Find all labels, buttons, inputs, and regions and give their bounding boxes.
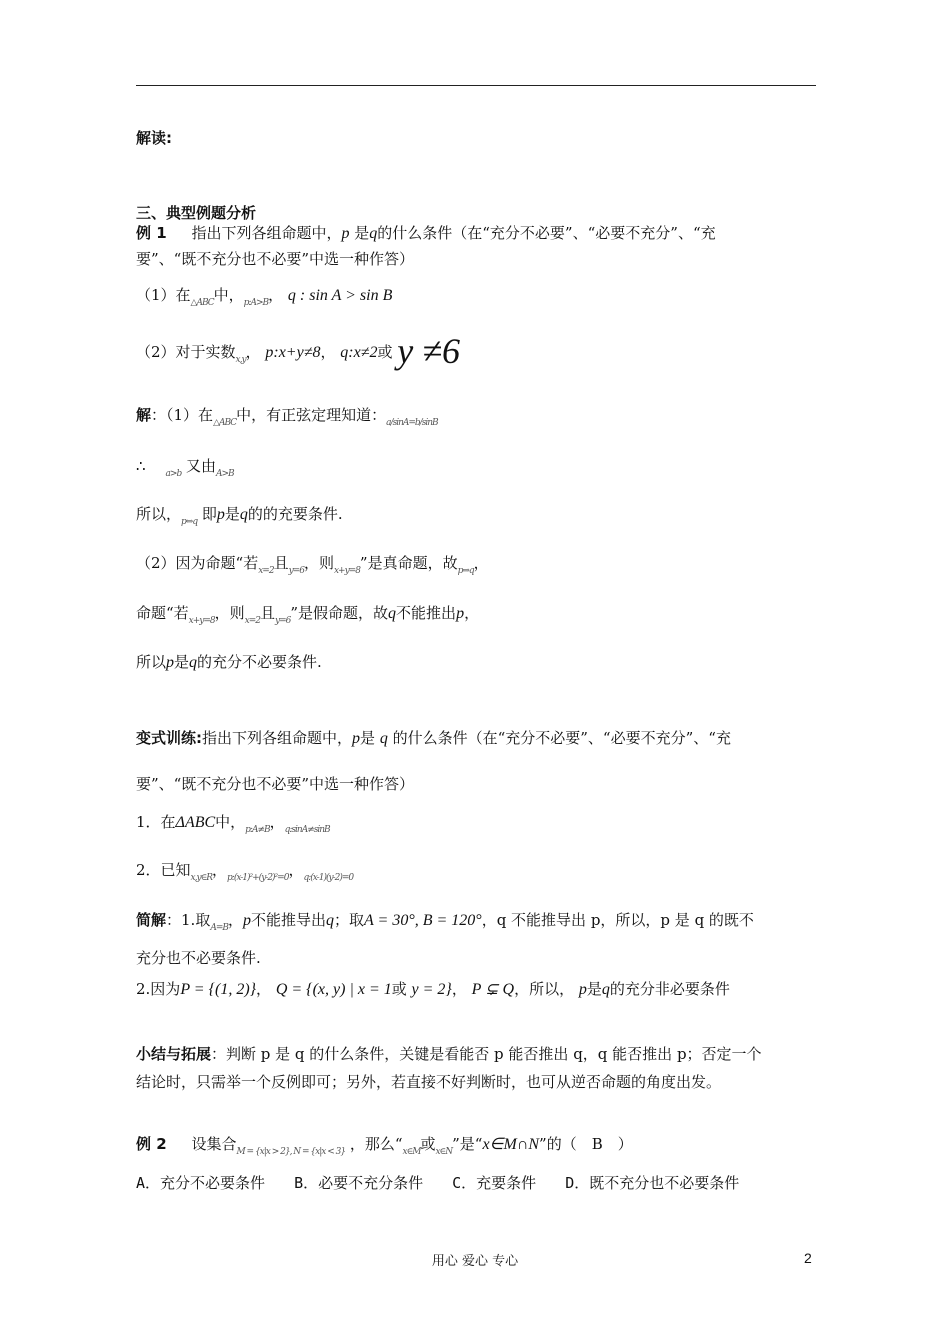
option-a: A．充分不必要条件 [136, 1174, 266, 1192]
page-number: 2 [804, 1250, 812, 1266]
ex2-options [136, 1172, 739, 1194]
bianshi-line2: 要”、“既不充分也不必要”中选一种作答） [136, 775, 415, 793]
formula-placeholder: y=6 [288, 566, 304, 576]
formula-placeholder: x,y [235, 355, 246, 365]
sol-line3: 所以，$_{p\Leftrightarrow q}$ 即p是q的的充要条件. [136, 505, 343, 527]
option-b: B．必要不充分条件 [294, 1174, 424, 1192]
summary-line2: 结论时，只需举一个反例即可；另外，若直接不好判断时，也可从逆否命题的角度出发。 [136, 1073, 722, 1091]
formula-placeholder: p:(x-1)²+(y-2)²=0 [227, 873, 289, 883]
formula-placeholder: x∈M [402, 1147, 421, 1157]
ex1-line2: 要”、“既不充分也不必要”中选一种作答） [136, 250, 415, 268]
formula-placeholder: x=2 [258, 566, 274, 576]
sol-line4: （2）因为命题“若$_{x=2}$且$_{y=6}$，则$_{x+y=8}$”是真命题，故$_{p\Rightarrow q}$， [136, 554, 489, 576]
formula-placeholder: p:A>B [243, 298, 269, 308]
formula-placeholder: q:sinA≠sinB [284, 825, 330, 835]
formula-placeholder: A>B [216, 469, 234, 479]
formula-placeholder: x∈N [435, 1147, 453, 1157]
formula-placeholder: p⇔q [181, 517, 198, 527]
formula-placeholder: △ABC [190, 298, 214, 308]
formula-placeholder: p⇒q [457, 566, 474, 576]
formula-placeholder: a>b [165, 469, 182, 479]
ex2-line1: 例 2 设集合$_{M = \{x|x > 2\}, N = \{x|x < 3\}}$ ，那么“$_{x\in M}$或$_{x\in N}$”是“x∈M∩N”的（ B ） [136, 1135, 633, 1157]
jiedu-heading: 解读: [136, 129, 172, 147]
formula-placeholder: y=6 [275, 616, 291, 626]
header-rule [136, 85, 816, 86]
sol-line2: ∴ $_{a>b}$ 又由$_{A>B}$ [136, 457, 234, 479]
option-c: C．充要条件 [452, 1174, 537, 1192]
formula-placeholder: p:A≠B [245, 825, 270, 835]
sol-line1: 解：（1）在$_{\triangle ABC}$中，有正弦定理知道：$_{a/sinA=b/sinB}$ [136, 406, 438, 428]
bianshi-item1: 1．在ΔABC中，$_{p:A\ne B}$，$_{q:sinA\ne sinB}$ [136, 813, 330, 835]
sol-line5: 命题“若$_{x+y=8}$，则$_{x=2}$且$_{y=6}$”是假命题，故q不能推出p， [136, 604, 480, 626]
ex1-item1: （1）在$_{\triangle ABC}$中，$_{p:A>B}$， q : sin A > sin B [136, 286, 393, 308]
jianjie-line2: 充分也不必要条件. [136, 949, 261, 967]
ex1-item2: （2）对于实数$_{x,y}$， p:x+y≠8， q:x≠2或 y ≠6 [136, 331, 461, 371]
formula-placeholder: x=2 [244, 616, 260, 626]
formula-placeholder: x+y=8 [188, 616, 215, 626]
ex1-line1: 例 1 指出下列各组命题中，p 是q的什么条件（在“充分不必要”、“必要不充分”、“充 [136, 224, 716, 242]
section-heading: 三、典型例题分析 [136, 204, 257, 222]
formula-placeholder: q:(x-1)(y-2)=0 [303, 873, 354, 883]
bianshi-line1: 变式训练:指出下列各组命题中，p是 q 的什么条件（在“充分不必要”、“必要不充分”、“充 [136, 729, 731, 747]
summary-line1: 小结与拓展：判断 p 是 q 的什么条件，关键是看能否 p 能否推出 q，q 能否推出 p；否定一个 [136, 1045, 762, 1063]
sol-line6: 所以p是q的充分不必要条件. [136, 653, 322, 671]
bianshi-item2: 2．已知$_{x,y\in R}$，$_{p:(x-1)^2+(y-2)^2=0}$，$_{q:(x-1)(y-2)=0}$ [136, 861, 354, 883]
formula-placeholder: x+y=8 [333, 566, 360, 576]
option-d: D．既不充分也不必要条件 [565, 1174, 740, 1192]
formula-placeholder: x,y∈R [190, 873, 213, 883]
jianjie-line3: 2.因为P = {(1, 2)}， Q = {(x, y) | x = 1或 y = 2}， P ⊊ Q，所以， p是q的充分非必要条件 [136, 980, 730, 998]
formula-placeholder: △ABC [213, 418, 237, 428]
page-footer: 用心 爱心 专心 [431, 1254, 519, 1269]
jianjie-line1: 简解：1.取$_{A=B}$，p不能推导出q；取A = 30°, B = 120°，q 不能推导出 p，所以，p 是 q 的既不 [136, 911, 754, 933]
formula-placeholder: a/sinA=b/sinB [386, 418, 438, 428]
formula-placeholder: A=B [210, 923, 228, 933]
